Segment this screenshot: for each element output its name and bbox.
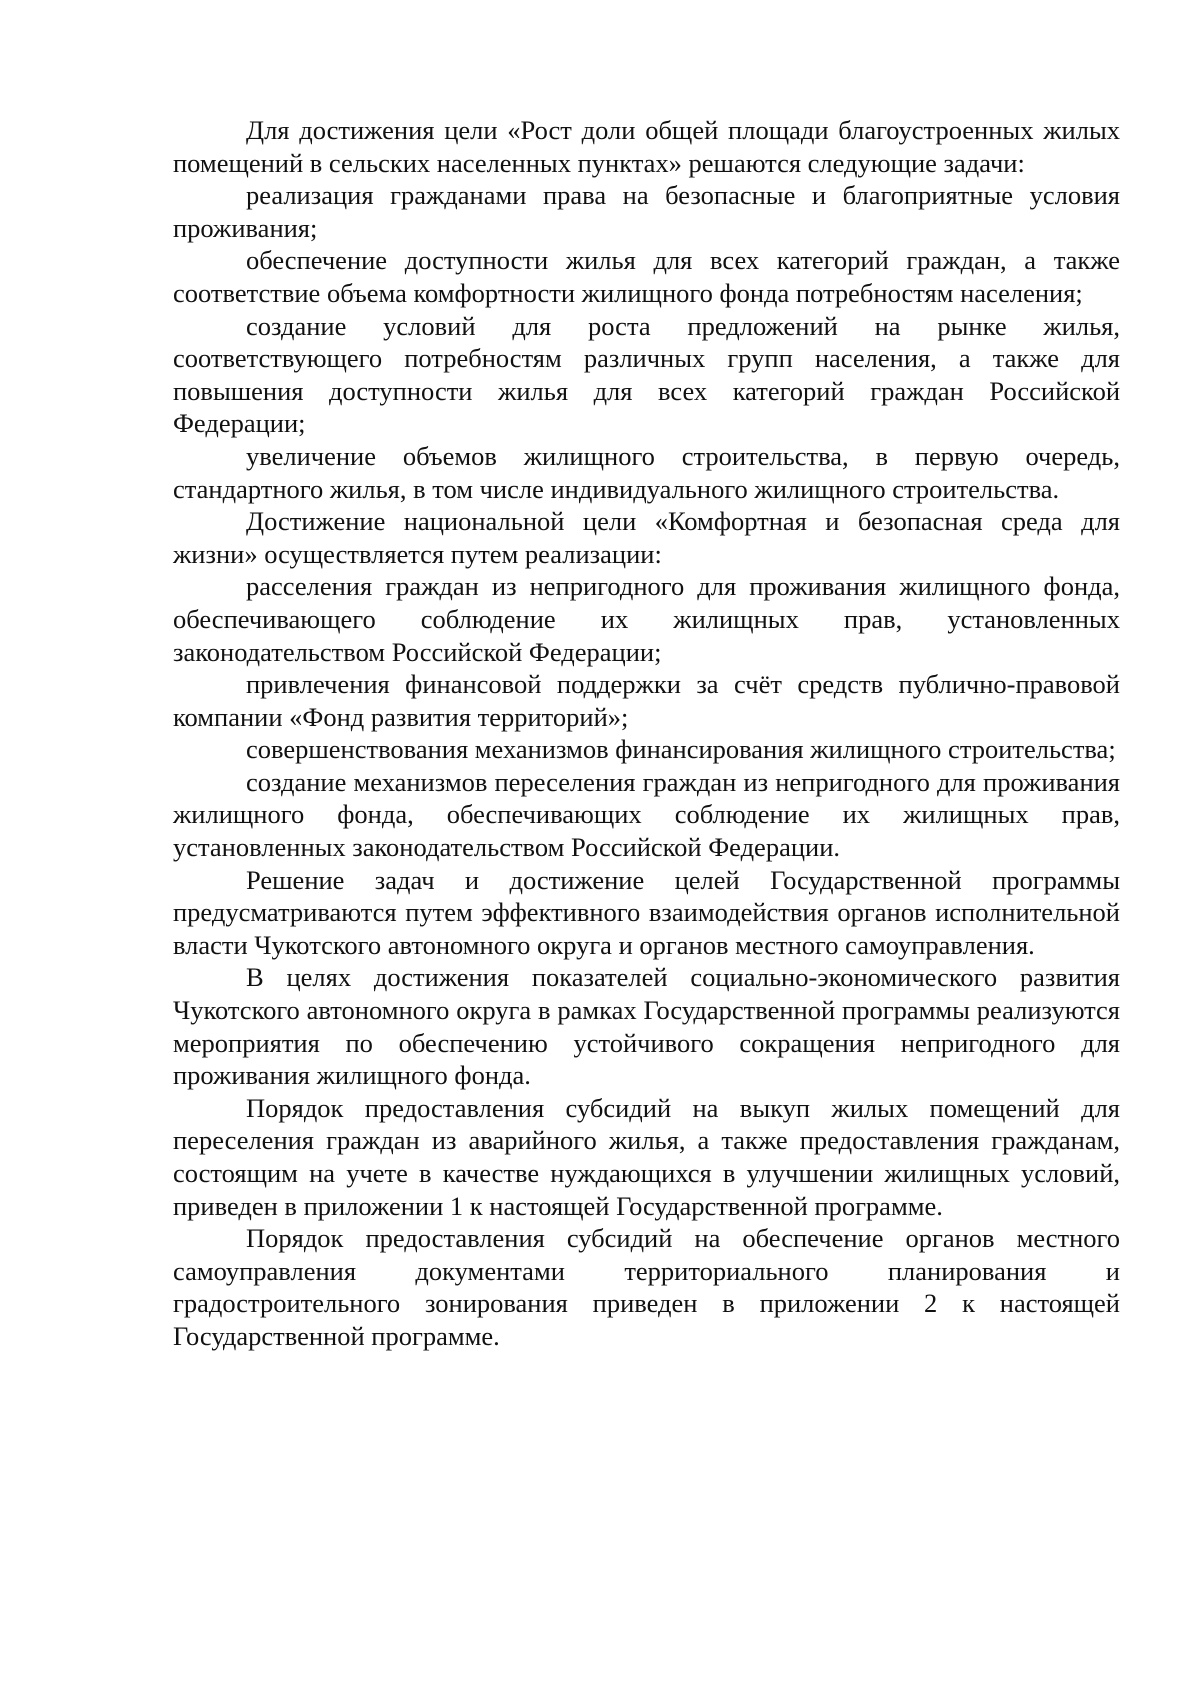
paragraph-11: Решение задач и достижение целей Государственной программы предусматриваются путем эффективного взаимодействия органов исполнительной власти Чукотского автономного округа и органов местного самоуправления. bbox=[173, 864, 1120, 960]
paragraph-8: привлечения финансовой поддержки за счёт средств публично-правовой компании «Фонд развития территорий»; bbox=[173, 669, 1120, 732]
paragraph-10: создание механизмов переселения граждан из непригодного для проживания жилищного фонда, обеспечивающих соблюдение их жилищных прав, установленных законодательством Российской Федерации. bbox=[173, 766, 1120, 863]
paragraph-5: увеличение объемов жилищного строительства, в первую очередь, стандартного жилья, в том числе индивидуального жилищного строительства. bbox=[173, 440, 1120, 504]
paragraph-13: Порядок предоставления субсидий на выкуп жилых помещений для переселения граждан из аварийного жилья, а также предоставления гражданам, состоящим на учете в качестве нуждающихся в улучшении жилищных условий, приведен в приложении 1 к настоящей Государственной программе. bbox=[173, 1092, 1120, 1221]
paragraph-14: Порядок предоставления субсидий на обеспечение органов местного самоуправления документами территориального планирования и градостроительного зонирования приведен в приложении 2 к настоящей Государственной программе. bbox=[173, 1223, 1120, 1351]
paragraph-1: Для достижения цели «Рост доли общей площади благоустроенных жилых помещений в сельских населенных пунктах» решаются следующие задачи: bbox=[173, 115, 1120, 178]
paragraph-7: расселения граждан из непригодного для проживания жилищного фонда, обеспечивающего соблюдение их жилищных прав, установленных законодательством Российской Федерации; bbox=[173, 571, 1120, 667]
document-body bbox=[173, 114, 1120, 1353]
paragraph-3: обеспечение доступности жилья для всех категорий граждан, а также соответствие объема комфортности жилищного фонда потребностям населения; bbox=[173, 245, 1120, 308]
paragraph-6: Достижение национальной цели «Комфортная и безопасная среда для жизни» осуществляется путем реализации: bbox=[173, 506, 1120, 569]
paragraph-9: совершенствования механизмов финансирования жилищного строительства; bbox=[246, 734, 1116, 765]
paragraph-12: В целях достижения показателей социально-экономического развития Чукотского автономного округа в рамках Государственной программы реализуются мероприятия по обеспечению устойчивого сокращения непригодного для проживания жилищного фонда. bbox=[173, 962, 1120, 1091]
paragraph-4: создание условий для роста предложений на рынке жилья, соответствующего потребностям различных групп населения, а также для повышения доступности жилья для всех категорий граждан Российской Федерации; bbox=[173, 310, 1120, 439]
paragraph-2: реализация гражданами права на безопасные и благоприятные условия проживания; bbox=[173, 180, 1120, 243]
